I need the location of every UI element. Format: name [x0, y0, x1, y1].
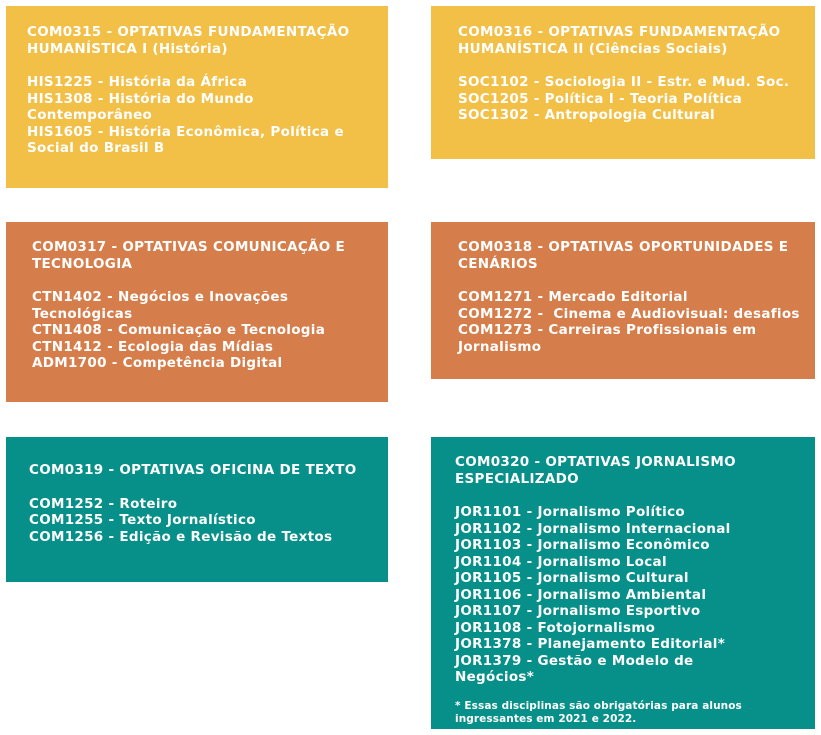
course-item: JOR1379 - Gestão e Modelo de Negócios*	[455, 652, 694, 685]
course-item: SOC1302 - Antropologia Cultural	[458, 107, 715, 123]
course-item: CTN1408 - Comunicação e Tecnologia	[32, 322, 326, 338]
card-com0320	[431, 437, 815, 729]
course-item: ADM1700 - Competência Digital	[32, 355, 283, 371]
course-item: HIS1225 - História da África	[27, 74, 247, 90]
course-item: COM1273 - Carreiras Profissionais em Jornalismo	[458, 322, 757, 355]
course-item: HIS1308 - História do Mundo Contemporâneo	[27, 90, 254, 123]
course-item: JOR1105 - Jornalismo Cultural	[455, 570, 689, 586]
course-item: COM1252 - Roteiro	[29, 495, 178, 512]
card-com0317	[6, 222, 388, 402]
course-item: SOC1205 - Política I - Teoria Política	[458, 90, 742, 107]
course-item: COM1272 - Cinema e Audiovisual: desafios	[458, 305, 800, 322]
card-com0319	[6, 437, 388, 582]
course-item: COM1271 - Mercado Editorial	[458, 289, 688, 305]
footnote: * Essas disciplinas são obrigatórias para alunos ingressantes em 2021 e 2022.	[455, 699, 742, 725]
course-item: COM1255 - Texto Jornalístico	[29, 512, 256, 528]
course-item: COM1256 - Edição e Revisão de Textos	[29, 528, 333, 545]
course-item: JOR1108 - Fotojornalismo	[455, 619, 656, 636]
course-item: JOR1104 - Jornalismo Local	[455, 553, 667, 570]
card-title: COM0315 - OPTATIVAS FUNDAMENTAÇÃO HUMANÍSTICA I (História)	[27, 24, 350, 57]
course-item: CTN1402 - Negócios e Inovações Tecnológicas	[32, 289, 289, 322]
course-item: HIS1605 - História Econômica, Política e Social do Brasil B	[27, 123, 344, 156]
course-item: JOR1103 - Jornalismo Econômico	[455, 537, 710, 553]
card-title: COM0319 - OPTATIVAS OFICINA DE TEXTO	[29, 462, 357, 478]
card-com0315	[6, 6, 388, 188]
card-title: COM0316 - OPTATIVAS FUNDAMENTAÇÃO HUMANÍSTICA II (Ciências Sociais)	[458, 24, 781, 57]
course-item: JOR1106 - Jornalismo Ambiental	[455, 586, 707, 603]
course-item: CTN1412 - Ecologia das Mídias	[32, 338, 274, 355]
card-title: COM0320 - OPTATIVAS JORNALISMO ESPECIALIZADO	[455, 454, 736, 487]
course-item: JOR1378 - Planejamento Editorial*	[455, 636, 726, 652]
card-title: COM0317 - OPTATIVAS COMUNICAÇÃO E TECNOLOGIA	[32, 239, 346, 272]
card-title: COM0318 - OPTATIVAS OPORTUNIDADES E CENÁRIOS	[458, 239, 789, 272]
course-item: SOC1102 - Sociologia II - Estr. e Mud. Soc.	[458, 74, 790, 90]
course-item: JOR1102 - Jornalismo Internacional	[455, 520, 731, 537]
card-com0316	[431, 6, 815, 159]
course-item: JOR1107 - Jornalismo Esportivo	[455, 603, 701, 619]
course-item: JOR1101 - Jornalismo Político	[455, 504, 685, 520]
card-com0318	[431, 222, 815, 379]
